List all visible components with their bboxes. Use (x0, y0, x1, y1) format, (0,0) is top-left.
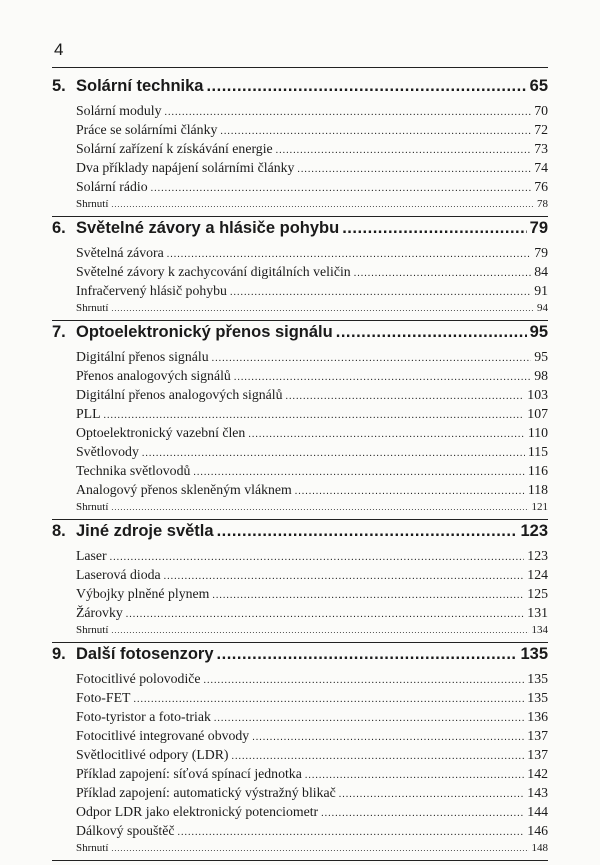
dot-leader (295, 486, 525, 497)
dot-leader (232, 751, 525, 762)
dot-leader (336, 323, 527, 342)
dot-leader (342, 219, 526, 238)
summary-entry (76, 842, 548, 858)
entry-label: Technika světlovodů (76, 463, 191, 478)
entry-label: Shrnutí (76, 501, 109, 513)
toc-entry (76, 709, 548, 728)
entry-page: 116 (527, 463, 548, 478)
toc-entry (76, 160, 548, 179)
entry-label: Analogový přenos skleněným vláknem (76, 482, 292, 497)
entry-label: Světelná závora (76, 245, 164, 260)
toc-entry (76, 444, 548, 463)
chapter-page: 95 (529, 323, 548, 341)
dot-leader (110, 552, 525, 563)
toc-entry (76, 368, 548, 387)
chapter-items (76, 349, 548, 517)
entry-page: 124 (527, 567, 548, 582)
entry-page: 136 (527, 709, 548, 724)
summary-entry (76, 624, 548, 640)
entry-page: 135 (527, 690, 548, 705)
entry-page: 84 (534, 264, 548, 279)
dot-leader (234, 372, 531, 383)
toc-entry (76, 567, 548, 586)
entry-page: 94 (537, 302, 548, 314)
toc-entry (76, 179, 548, 198)
chapter-heading (52, 77, 548, 103)
entry-page: 98 (534, 368, 548, 383)
entry-label: Optoelektronický vazební člen (76, 425, 246, 440)
chapter-page: 123 (520, 522, 548, 540)
chapter-number: 7. (52, 323, 66, 341)
chapter-title: Solární technika (76, 77, 204, 95)
entry-label: Světlocitlivé odpory (LDR) (76, 747, 229, 762)
entry-label: Práce se solárními články (76, 122, 218, 137)
entry-label: Shrnutí (76, 842, 109, 854)
header-rule (52, 67, 548, 68)
dot-leader (214, 713, 524, 724)
chapter (52, 522, 548, 643)
dot-leader (111, 304, 534, 313)
chapter-heading (52, 219, 548, 245)
chapter-items (76, 548, 548, 640)
chapter-items (76, 103, 548, 214)
dot-leader (230, 287, 531, 298)
toc-entry (76, 387, 548, 406)
entry-label: Fotocitlivé polovodiče (76, 671, 201, 686)
entry-label: Výbojky plněné plynem (76, 586, 210, 601)
entry-label: PLL (76, 406, 101, 421)
dot-leader (252, 732, 524, 743)
dot-leader (111, 844, 528, 853)
chapter-heading (52, 323, 548, 349)
dot-leader (204, 675, 525, 686)
entry-page: 131 (527, 605, 548, 620)
entry-label: Digitální přenos signálu (76, 349, 209, 364)
toc-entry (76, 463, 548, 482)
dot-leader (305, 770, 524, 781)
toc-entry (76, 766, 548, 785)
entry-page: 137 (527, 747, 548, 762)
dot-leader (126, 609, 525, 620)
chapter-items (76, 671, 548, 858)
entry-page: 72 (534, 122, 548, 137)
entry-label: Solární rádio (76, 179, 148, 194)
entry-page: 143 (527, 785, 548, 800)
summary-entry (76, 501, 548, 517)
entry-label: Foto-FET (76, 690, 131, 705)
toc-entry (76, 103, 548, 122)
entry-page: 95 (534, 349, 548, 364)
dot-leader (164, 571, 525, 582)
chapter (52, 219, 548, 321)
chapter-heading (52, 522, 548, 548)
entry-label: Příklad zapojení: síťová spínací jednotka (76, 766, 302, 781)
chapter-page: 65 (529, 77, 548, 95)
toc-entry (76, 283, 548, 302)
entry-label: Solární zařízení k získávání energie (76, 141, 273, 156)
chapter-title: Optoelektronický přenos signálu (76, 323, 333, 341)
dot-leader (354, 268, 532, 279)
chapter-separator (52, 320, 548, 321)
chapter-title: Jiné zdroje světla (76, 522, 214, 540)
entry-page: 123 (527, 548, 548, 563)
toc-entry (76, 406, 548, 425)
chapter-separator (52, 860, 548, 861)
dot-leader (248, 429, 524, 440)
dot-leader (217, 645, 518, 664)
entry-label: Solární moduly (76, 103, 162, 118)
page-number: 4 (54, 40, 64, 59)
dot-leader (212, 353, 532, 364)
toc-entry (76, 264, 548, 283)
toc-entry (76, 785, 548, 804)
chapter-heading (52, 645, 548, 671)
chapter-title: Další fotosenzory (76, 645, 214, 663)
entry-label: Shrnutí (76, 302, 109, 314)
entry-page: 73 (534, 141, 548, 156)
chapter-separator (52, 642, 548, 643)
entry-page: 107 (527, 406, 548, 421)
dot-leader (339, 789, 525, 800)
toc-entry (76, 586, 548, 605)
entry-page: 135 (527, 671, 548, 686)
dot-leader (167, 249, 531, 260)
dot-leader (151, 183, 532, 194)
toc-entry (76, 804, 548, 823)
entry-label: Shrnutí (76, 624, 109, 636)
entry-page: 148 (531, 842, 548, 854)
entry-page: 103 (527, 387, 548, 402)
entry-page: 146 (527, 823, 548, 838)
dot-leader (297, 164, 531, 175)
dot-leader (177, 827, 524, 838)
entry-label: Přenos analogových signálů (76, 368, 231, 383)
dot-leader (111, 503, 528, 512)
toc-entry (76, 690, 548, 709)
dot-leader (220, 126, 531, 137)
entry-page: 78 (537, 198, 548, 210)
dot-leader (133, 694, 524, 705)
toc-entry (76, 548, 548, 567)
entry-page: 91 (534, 283, 548, 298)
entry-label: Žárovky (76, 605, 123, 620)
entry-label: Fotocitlivé integrované obvody (76, 728, 250, 743)
toc-entry (76, 245, 548, 264)
entry-label: Příklad zapojení: automatický výstražný blikač (76, 785, 336, 800)
entry-page: 142 (527, 766, 548, 781)
entry-page: 125 (527, 586, 548, 601)
entry-label: Světelné závory k zachycování digitálních veličin (76, 264, 351, 279)
chapter-separator (52, 519, 548, 520)
dot-leader (286, 391, 525, 402)
chapter-number: 8. (52, 522, 66, 540)
chapter (52, 77, 548, 217)
toc-entry (76, 747, 548, 766)
toc-entry (76, 122, 548, 141)
dot-leader (164, 107, 531, 118)
toc-entry (76, 425, 548, 444)
chapter-number: 5. (52, 77, 66, 95)
toc-entry (76, 349, 548, 368)
entry-label: Odpor LDR jako elektronický potenciometr (76, 804, 319, 819)
toc-entry (76, 605, 548, 624)
entry-label: Digitální přenos analogových signálů (76, 387, 283, 402)
dot-leader (104, 410, 525, 421)
entry-page: 115 (527, 444, 548, 459)
entry-label: Infračervený hlásič pohybu (76, 283, 227, 298)
entry-page: 76 (534, 179, 548, 194)
toc-entry (76, 482, 548, 501)
entry-label: Laserová dioda (76, 567, 161, 582)
dot-leader (217, 522, 518, 541)
entry-page: 79 (534, 245, 548, 260)
chapter-separator (52, 216, 548, 217)
entry-label: Dálkový spouštěč (76, 823, 175, 838)
entry-label: Shrnutí (76, 198, 109, 210)
dot-leader (276, 145, 532, 156)
dot-leader (111, 200, 534, 209)
entry-page: 118 (527, 482, 548, 497)
dot-leader (212, 590, 524, 601)
table-of-contents (52, 77, 548, 863)
toc-entry (76, 141, 548, 160)
dot-leader (321, 808, 524, 819)
toc-entry (76, 728, 548, 747)
entry-page: 137 (527, 728, 548, 743)
entry-page: 121 (531, 501, 548, 513)
chapter-number: 6. (52, 219, 66, 237)
dot-leader (111, 626, 528, 635)
chapter (52, 323, 548, 520)
dot-leader (206, 77, 526, 96)
entry-page: 70 (534, 103, 548, 118)
entry-page: 74 (534, 160, 548, 175)
summary-entry (76, 198, 548, 214)
entry-label: Foto-tyristor a foto-triak (76, 709, 211, 724)
entry-page: 144 (527, 804, 548, 819)
chapter-page: 135 (520, 645, 548, 663)
entry-page: 134 (531, 624, 548, 636)
summary-entry (76, 302, 548, 318)
chapter-title: Světelné závory a hlásiče pohybu (76, 219, 340, 237)
dot-leader (142, 448, 525, 459)
entry-page: 110 (527, 425, 548, 440)
entry-label: Laser (76, 548, 107, 563)
toc-entry (76, 671, 548, 690)
entry-label: Dva příklady napájení solárními články (76, 160, 295, 175)
chapter-page: 79 (529, 219, 548, 237)
dot-leader (193, 467, 524, 478)
chapter-number: 9. (52, 645, 66, 663)
entry-label: Světlovody (76, 444, 139, 459)
chapter (52, 645, 548, 861)
chapter-items (76, 245, 548, 318)
toc-entry (76, 823, 548, 842)
